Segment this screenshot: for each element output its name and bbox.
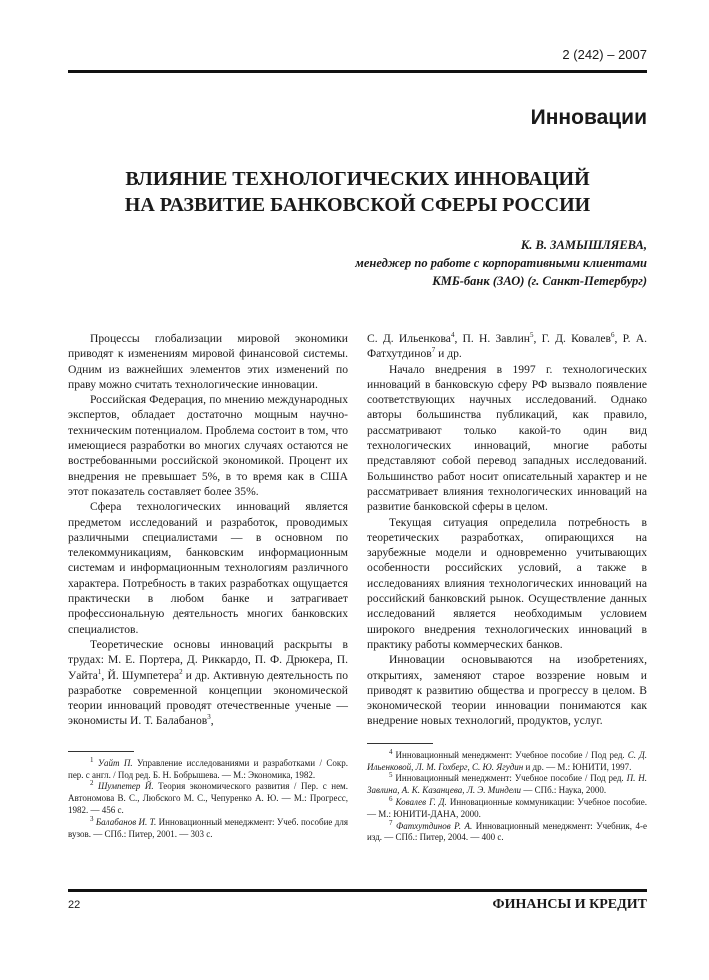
footnote-separator [367,743,433,744]
footer-rule [68,889,647,892]
left-column [68,331,348,840]
footnote: $^1$ Уайт П. Управление исследованиями и разработками / Сокр. пер. с англ. / Под ред. Б. Н. Бобрышева. — М.: Экономика, 1982. [68,755,349,780]
page-number: 22 [68,899,81,911]
paragraph: Инновации основываются на изобретениях, открытиях, заменяют старое воззрение новым и приводят к развитию общества и прогрессу в целом. В экономической теории инновации понимаются как внедрение новых технологий, продуктов, услуг. [367,653,647,728]
author-name: К. В. ЗАМЫШЛЯЕВА, [520,238,647,252]
right-column [367,331,647,844]
title-line-2: НА РАЗВИТИЕ БАНКОВСКОЙ СФЕРЫ РОССИИ [124,194,591,216]
footnote: $^4$ Инновационный менеджмент: Учебное пособие / Под ред. С. Д. Ильенковой, Л. М. Гохберг, С. Ю. Ягудин и др. — М.: ЮНИТИ, 1997. [367,747,647,772]
paragraph: Российская Федерация, по мнению международных экспертов, обладает достаточно мощным научно-техническим потенциалом. Проблема состоит в том, что имеющиеся разработки во многих случаях остаются не востребованными российской экономикой. Процент их внедрения не превышает 5%, в то время как в США этот показатель составляет более 35%. [68,393,348,498]
section-title: Инновации [530,106,647,129]
paragraph: Процессы глобализации мировой экономики приводят к изменениям мировой финансовой системы. Одним из важнейших элементов этих изменений по праву можно считать технологические инновации. [68,332,348,391]
paragraph: С. Д. Ильенкова$^4$, П. Н. Завлин$^5$, Г. Д. Ковалев$^6$, Р. А. Фатхутдинов$^7$ и др. [367,331,648,361]
title-line-1: ВЛИЯНИЕ ТЕХНОЛОГИЧЕСКИХ ИННОВАЦИЙ [125,168,590,190]
footnote-separator [68,751,134,752]
paragraph: Текущая ситуация определила потребность в теоретических разработках, опирающихся на зарубежные модели и одновременно учитывающих особенности российских условий, а также в исследованиях влияния технологических инноваций на российский банковский рынок. Осуществление данных исследований является необходимым условием широкого внедрения технологических инноваций в практику работы коммерческих банков. [367,515,647,651]
paragraph: Теоретические основы инноваций раскрыты в трудах: М. Е. Портера, Д. Риккардо, П. Ф. Дрюкера, П. Уайта$^1$, Й. Шумпетера$^2$ и др. Активную деятельность по разработке современной концепции экономической теории инноваций проводят отечественные ученые — экономисты И. Т. Балабанов$^3$, [68,637,348,728]
author-organization: КМБ-банк (ЗАО) (г. Санкт-Петербург) [432,274,647,288]
paragraph: Начало внедрения в 1997 г. технологических инноваций в банковскую сферу РФ вызвало появление соответствующих научных исследований. Однако авторы большинства публикаций, как правило, рассматривают только какой-то один вид технологических инноваций, многие работы представляют собой перевод западных исследований. Большинство работ носит описательный характер и не рассматривает влияния технологических инноваций на развитие банковской сферы в целом. [367,362,647,514]
journal-name: ФИНАНСЫ И КРЕДИТ [492,897,647,912]
footnote: $^3$ Балабанов И. Т. Инновационный менеджмент: Учеб. пособие для вузов. — СПб.: Питер, 2001. — 303 с. [68,814,348,839]
paragraph: Сфера технологических инноваций является предметом исследований и разработок, проводимых различными специалистами — в основном по телекоммуникациям, банковским информационным системам и информационным технологиям различного характера. Потребность в таких разработках ощущается практически в любом банке и затрагивает профессиональную деятельность многих банковских специалистов. [68,500,348,636]
author-position: менеджер по работе с корпоративными клиентами [355,256,647,270]
article-title [68,166,647,218]
footnote-ref: 1 [97,667,102,676]
author-block [355,236,647,290]
issue-number: 2 (242) – 2007 [562,47,647,62]
footnote-ref: 3 [207,713,211,722]
header-rule [68,70,647,73]
footnote-ref: 2 [179,667,183,676]
footnote: $^5$ Инновационный менеджмент: Учебное пособие / Под ред. П. Н. Завлина, А. К. Казанцева, Л. Э. Миндели — СПб.: Наука, 2000. [367,771,647,796]
footnote: $^6$ Ковалев Г. Д. Инновационные коммуникации: Учебное пособие. — М.: ЮНИТИ-ДАНА, 2000. [367,794,647,819]
footnote: $^2$ Шумпетер Й. Теория экономического развития / Пер. с нем. Автономова В. С., Любского М. С., Чепуренко А. Ю. — М.: Прогресс, 1982. — 456 с. [68,779,349,815]
footnote: $^7$ Фатхутдинов Р. А. Инновационный менеджмент: Учебник, 4-е изд. — СПб.: Питер, 2004. — 400 с. [367,818,648,843]
